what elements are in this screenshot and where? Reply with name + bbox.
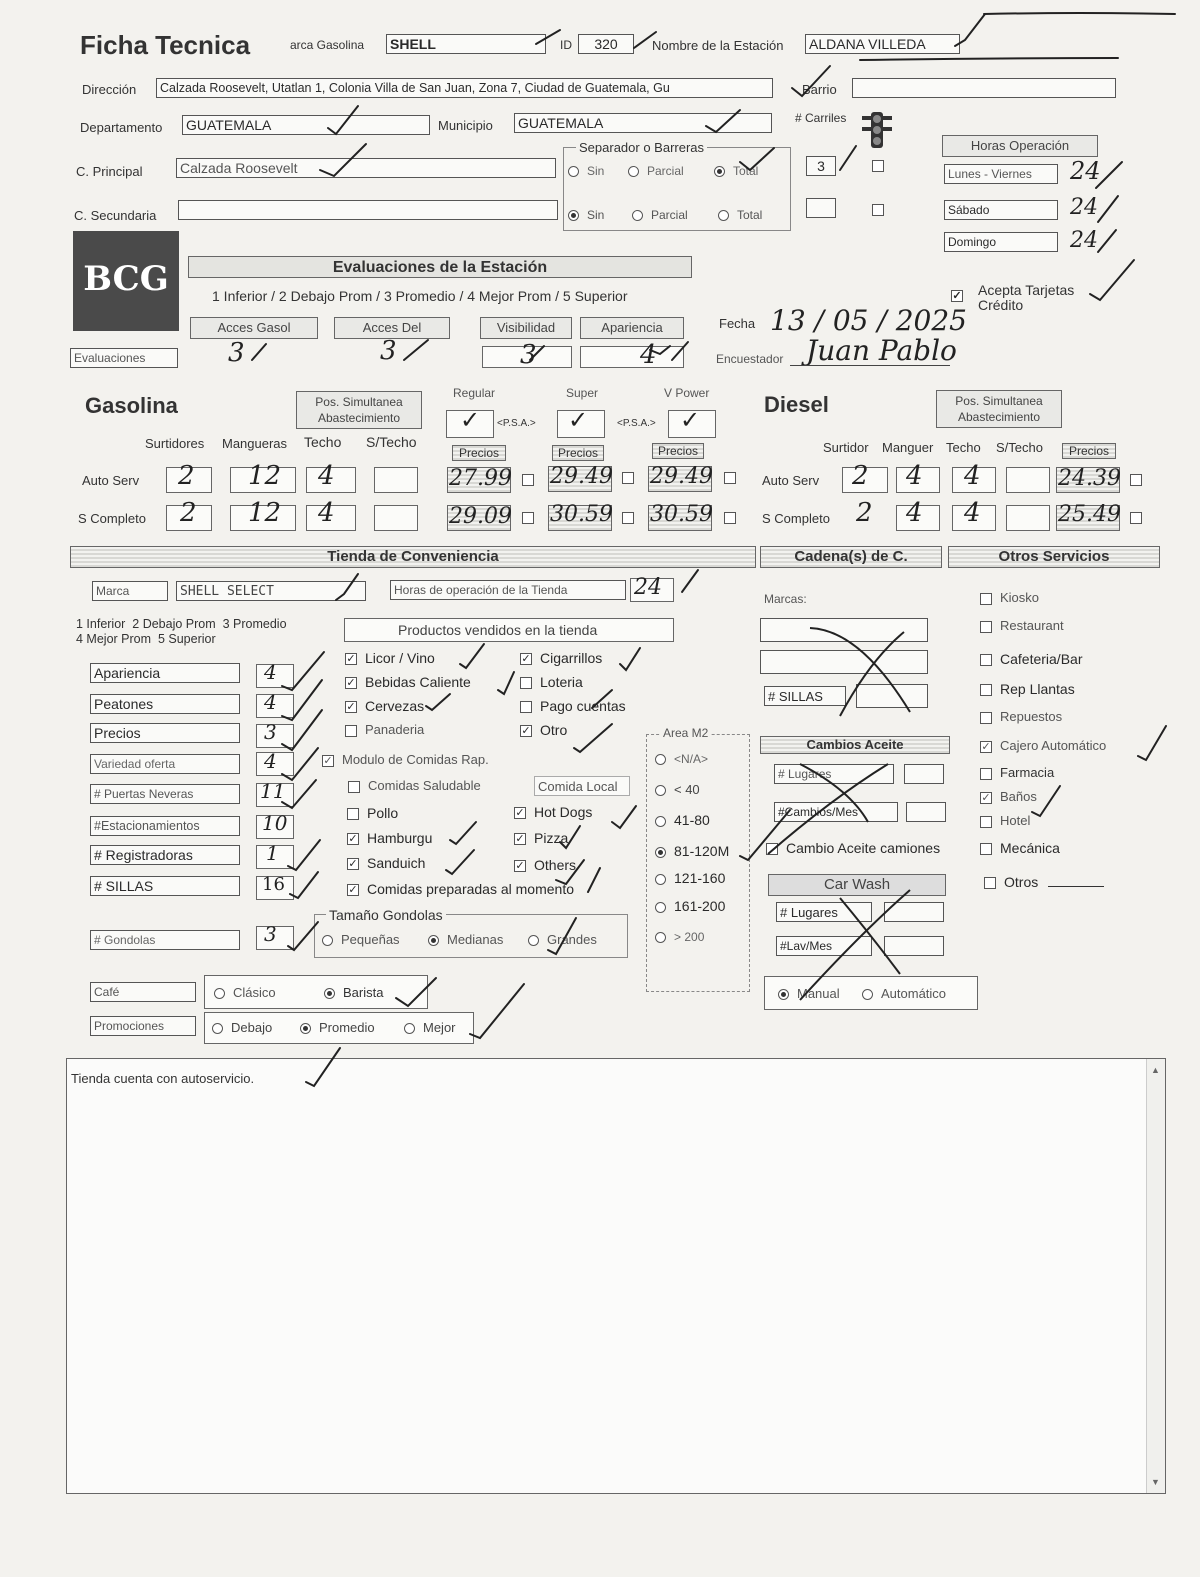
carriles-field-1[interactable]: 3 (806, 156, 836, 176)
notes-textarea[interactable] (66, 1058, 1166, 1494)
comida-others[interactable]: ✓ Others (515, 857, 577, 873)
gas-col-stecho: S/Techo (366, 434, 417, 450)
cambios-aceite-title: Cambios Aceite (760, 736, 950, 754)
gas-precios-3: Precios (652, 443, 704, 459)
encuestador-value[interactable]: Juan Pablo (806, 334, 957, 367)
promo-mejor[interactable]: Mejor (404, 1020, 456, 1035)
diesel-scompleto-checkbox[interactable] (1130, 512, 1142, 524)
gas-scompleto-p3[interactable]: 30.59 (650, 502, 713, 527)
eval-acces-gasol-value[interactable]: 3 (228, 338, 245, 368)
regular-label: Regular (453, 386, 496, 400)
acepta-tarjetas-checkbox[interactable]: ✓ (952, 290, 962, 302)
cadenas-title: Cadena(s) de C. (760, 546, 942, 568)
otros-title: Otros Servicios (948, 546, 1160, 568)
diesel-autoserv-stecho[interactable] (1006, 467, 1050, 493)
gas-col-surtidores: Surtidores (145, 436, 205, 451)
gas-scompleto-p1[interactable]: 29.09 (449, 504, 512, 529)
scroll-up-icon[interactable]: ▲ (1151, 1065, 1160, 1075)
csecundaria-field[interactable] (178, 200, 558, 220)
tienda-marca-label: Marca (92, 581, 168, 601)
horas-operacion-header: Horas Operación (942, 135, 1098, 157)
sep1-parcial-radio[interactable] (628, 166, 639, 177)
semaforo-checkbox-2[interactable] (872, 204, 884, 216)
direccion-field[interactable]: Calzada Roosevelt, Utatlan 1, Colonia Villa de San Juan, Zona 7, Ciudad de Guatemala, Gu (156, 78, 773, 98)
depto-label: Departamento (80, 120, 163, 135)
diesel-autoserv-techo[interactable]: 4 (964, 461, 981, 491)
eval-col-visibilidad: Visibilidad (480, 317, 572, 339)
otros-hotel[interactable]: Hotel (980, 813, 1030, 828)
cadenas-sillas-label: # SILLAS (764, 686, 846, 706)
diesel-autoserv-surtidor[interactable]: 2 (852, 461, 869, 491)
metric-sillas-label: # SILLAS (90, 876, 240, 896)
comidas-saludable[interactable]: Comidas Saludable (348, 778, 481, 793)
otros-mecanica[interactable]: Mecánica (980, 840, 1060, 856)
wash-automatico[interactable]: Automático (862, 986, 946, 1001)
cadenas-marcas-label: Marcas: (764, 592, 807, 606)
modulo-comidas[interactable]: ✓ Modulo de Comidas Rap. (323, 752, 489, 767)
gas-autoserv-p2[interactable]: 29.49 (550, 464, 613, 489)
gas-autoserv-p3[interactable]: 29.49 (650, 464, 713, 489)
gas-autoserv-surtidores[interactable]: 2 (178, 461, 195, 491)
scroll-down-icon[interactable]: ▼ (1151, 1477, 1160, 1487)
otros-cajero[interactable]: ✓ Cajero Automático (981, 738, 1107, 753)
csecundaria-label: C. Secundaria (74, 208, 157, 223)
evaluaciones-scale: 1 Inferior / 2 Debajo Prom / 3 Promedio / 4 Mejor Prom / 5 Superior (212, 288, 628, 304)
psa-label-1: <P.S.A.> (497, 418, 536, 429)
cambios-cross-out (760, 750, 900, 860)
area-121-160[interactable]: 121-160 (655, 870, 725, 886)
encuestador-label: Encuestador (716, 352, 784, 366)
eval-visibilidad-value[interactable]: 3 (520, 340, 537, 370)
gas-scompleto-p1-checkbox[interactable] (522, 512, 534, 524)
metric-puertas-label: # Puertas Neveras (90, 784, 240, 804)
diesel-title: Diesel (764, 392, 829, 417)
metric-registradoras-label: # Registradoras (90, 845, 240, 865)
prod-cigarrillos[interactable]: ✓ Cigarrillos (521, 650, 603, 666)
otros-repuestos[interactable]: Repuestos (980, 709, 1062, 724)
wash-manual[interactable]: Manual (778, 986, 840, 1001)
otros-rep-llantas[interactable]: Rep Llantas (980, 681, 1075, 697)
cambios-lugares-field[interactable] (904, 764, 944, 784)
tienda-scale: 1 Inferior 2 Debajo Prom 3 Promedio 4 Mejor Prom 5 Superior (76, 617, 287, 646)
barrio-field[interactable] (852, 78, 1116, 98)
fecha-label: Fecha (719, 316, 756, 331)
cprincipal-label: C. Principal (76, 164, 143, 179)
cambios-mes-field[interactable] (906, 802, 946, 822)
otros-banos[interactable]: ✓ Baños (981, 789, 1037, 804)
metric-sillas-value[interactable]: 16 (262, 874, 285, 895)
comida-pollo[interactable]: Pollo (347, 805, 398, 821)
tienda-horas-label: Horas de operación de la Tienda (390, 580, 626, 600)
separador-label: Separador o Barreras (576, 140, 707, 155)
area-group (646, 734, 750, 992)
gas-col-mangueras: Mangueras (222, 436, 288, 451)
gas-autoserv-p1-checkbox[interactable] (522, 474, 534, 486)
eval-col-acces-gasol: Acces Gasol (190, 317, 318, 339)
id-field[interactable]: 320 (578, 34, 634, 54)
gas-scompleto-p3-checkbox[interactable] (724, 512, 736, 524)
tamano-medianas[interactable]: Medianas (428, 932, 503, 947)
eval-col-acces-del: Acces Del (334, 317, 450, 339)
logo-text: BCG (83, 259, 169, 299)
notes-text: Tienda cuenta con autoservicio. (71, 1071, 255, 1086)
diesel-col-stecho: S/Techo (996, 440, 1043, 455)
gas-precios-2: Precios (552, 445, 604, 461)
diesel-scompleto-stecho[interactable] (1006, 505, 1050, 531)
area-41-80[interactable]: 41-80 (655, 812, 710, 828)
gas-pos-simultanea: Pos. Simultanea Abastecimiento (296, 391, 422, 429)
sep-opt-label: Total (733, 164, 759, 178)
sep-opt-label: Sin (587, 164, 605, 178)
comida-pizza[interactable]: ✓ Pizza (515, 830, 569, 846)
metric-precios-value[interactable]: 3 (264, 720, 277, 744)
sep2-sin-radio[interactable] (568, 210, 579, 221)
traffic-light-icon (862, 112, 892, 148)
nombre-label: Nombre de la Estación (652, 38, 784, 53)
prod-loteria[interactable]: Loteria (520, 674, 583, 690)
prod-pago-cuentas[interactable]: Pago cuentas (520, 698, 626, 714)
cadenas-cross-out (800, 620, 920, 720)
marca-label: arca Gasolina (290, 38, 365, 52)
tienda-horas-value[interactable]: 24 (634, 575, 662, 600)
eval-apariencia-value[interactable]: 4 (640, 340, 657, 370)
otros-kiosko[interactable]: Kiosko (980, 590, 1039, 605)
fecha-value[interactable]: 13 / 05 / 2025 (770, 304, 967, 337)
diesel-scompleto-precio[interactable]: 25.49 (1058, 502, 1121, 527)
page-title: Ficha Tecnica (80, 30, 251, 60)
tamano-label: Tamaño Gondolas (326, 907, 446, 923)
comida-hamburgu[interactable]: ✓ Hamburgu (348, 830, 433, 846)
cambio-aceite-camiones[interactable]: Cambio Aceite camiones (766, 840, 940, 856)
cambios-lugares-label: # Lugares (774, 764, 894, 784)
gas-scompleto-surtidores[interactable]: 2 (180, 498, 197, 528)
gas-scompleto-techo[interactable]: 4 (318, 498, 335, 528)
metric-registradoras-value[interactable]: 1 (266, 841, 279, 865)
sabado-value[interactable]: 24 (1070, 195, 1098, 220)
domingo-value[interactable]: 24 (1070, 228, 1098, 253)
gasolina-title: Gasolina (85, 393, 178, 418)
diesel-col-techo: Techo (946, 440, 981, 455)
comida-local[interactable]: Comida Local (534, 776, 630, 796)
diesel-autoserv-manguer[interactable]: 4 (906, 461, 923, 491)
notes-scrollbar[interactable] (1146, 1059, 1165, 1493)
vpower-label: V Power (664, 386, 710, 400)
gas-row-autoserv-label: Auto Serv (82, 473, 140, 488)
diesel-precios: Precios (1062, 443, 1116, 459)
prod-panaderia[interactable]: Panaderia (345, 722, 424, 737)
otros-cafeteria[interactable]: Cafeteria/Bar (980, 651, 1082, 667)
metric-puertas-value[interactable]: 11 (260, 779, 286, 803)
diesel-row-scompleto-label: S Completo (762, 511, 830, 526)
otros-otros[interactable]: Otros (984, 874, 1104, 890)
tienda-marca-field[interactable]: SHELL SELECT (176, 581, 366, 601)
diesel-scompleto-manguer[interactable]: 4 (906, 498, 923, 528)
carriles-label: # Carriles (795, 111, 847, 125)
prod-cervezas[interactable]: ✓ Cervezas (346, 698, 425, 714)
prod-otro[interactable]: ✓ Otro (521, 722, 568, 738)
carwash-cross-out (770, 884, 950, 1004)
domingo-label: Domingo (944, 232, 1058, 252)
sep-opt-label: Sin (587, 208, 605, 222)
evaluaciones-row-label: Evaluaciones (70, 348, 178, 368)
gas-autoserv-stecho[interactable] (374, 467, 418, 493)
tienda-title: Tienda de Conveniencia (70, 546, 756, 568)
car-wash-title: Car Wash (768, 874, 946, 896)
metric-variedad-value[interactable]: 4 (264, 749, 277, 773)
gas-scompleto-stecho[interactable] (374, 505, 418, 531)
sabado-label: Sábado (944, 200, 1058, 220)
metric-estacionamientos-label: #Estacionamientos (90, 816, 240, 836)
area-81-120[interactable]: 81-120M (655, 843, 729, 859)
area-161-200[interactable]: 161-200 (655, 898, 725, 914)
lunes-value[interactable]: 24 (1070, 157, 1101, 185)
gas-scompleto-mangueras[interactable]: 12 (248, 498, 282, 528)
metric-apariencia-label: Apariencia (90, 663, 240, 683)
comida-sanduich[interactable]: ✓ Sanduich (348, 855, 426, 871)
gas-scompleto-p2-checkbox[interactable] (622, 512, 634, 524)
nombre-field[interactable]: ALDANA VILLEDA (805, 34, 960, 54)
prod-licor[interactable]: ✓ Licor / Vino (346, 650, 435, 666)
area-na[interactable]: <N/A> (655, 752, 708, 766)
area-label: Area M2 (660, 726, 711, 740)
gas-autoserv-techo[interactable]: 4 (318, 461, 335, 491)
tamano-grandes[interactable]: Grandes (528, 932, 597, 947)
cafe-clasico[interactable]: Clásico (214, 985, 276, 1000)
area-40[interactable]: < 40 (655, 782, 700, 797)
otros-restaurant[interactable]: Restaurant (980, 618, 1064, 633)
gas-autoserv-p3-checkbox[interactable] (724, 472, 736, 484)
id-label: ID (560, 38, 572, 52)
barrio-label: Barrio (802, 82, 837, 97)
psa-label-2: <P.S.A.> (617, 418, 656, 429)
comida-preparadas[interactable]: ✓ Comidas preparadas al momento (348, 881, 574, 897)
eval-col-apariencia: Apariencia (580, 317, 684, 339)
promo-promedio[interactable]: Promedio (300, 1020, 375, 1035)
comida-hotdogs[interactable]: ✓ Hot Dogs (515, 804, 593, 820)
cambios-mes-label: #Cambios/Mes (774, 802, 898, 822)
metric-variedad-label: Variedad oferta (90, 754, 240, 774)
gas-precios-1: Precios (452, 445, 506, 461)
eval-acces-del-value[interactable]: 3 (380, 336, 397, 366)
cafe-label: Café (90, 982, 196, 1002)
municipio-label: Municipio (438, 118, 493, 133)
gas-autoserv-mangueras[interactable]: 12 (248, 461, 282, 491)
metric-peatones-label: Peatones (90, 694, 240, 714)
productos-title: Productos vendidos en la tienda (398, 622, 598, 638)
gas-autoserv-p1[interactable]: 27.99 (449, 466, 512, 491)
metric-estacionamientos-value[interactable]: 10 (262, 811, 288, 835)
diesel-autoserv-precio[interactable]: 24.39 (1058, 466, 1121, 491)
sep-opt-label: Parcial (651, 208, 688, 222)
evaluaciones-title: Evaluaciones de la Estación (188, 256, 692, 278)
metric-gondolas-value[interactable]: 3 (264, 922, 277, 946)
marca-field[interactable]: SHELL (386, 34, 546, 54)
semaforo-checkbox-1[interactable] (872, 160, 884, 172)
diesel-row-autoserv-label: Auto Serv (762, 473, 820, 488)
wash-lugares-label: # Lugares (776, 902, 872, 922)
promociones-label: Promociones (90, 1016, 196, 1036)
lunes-label: Lunes - Viernes (944, 164, 1058, 184)
cprincipal-field[interactable]: Calzada Roosevelt (176, 158, 556, 178)
metric-precios-label: Precios (90, 723, 240, 743)
metric-gondolas-label: # Gondolas (90, 930, 240, 950)
area-200[interactable]: > 200 (655, 930, 704, 944)
super-label: Super (566, 386, 599, 400)
metric-apariencia-value[interactable]: 4 (264, 660, 277, 684)
gas-autoserv-p2-checkbox[interactable] (622, 472, 634, 484)
diesel-col-manguer: Manguer (882, 440, 934, 455)
sep1-total-radio[interactable] (714, 166, 725, 177)
otros-farmacia[interactable]: Farmacia (980, 765, 1054, 780)
gas-col-techo: Techo (304, 434, 342, 450)
diesel-scompleto-techo[interactable]: 4 (964, 498, 981, 528)
sep2-parcial-radio[interactable] (632, 210, 643, 221)
gas-row-scompleto-label: S Completo (78, 511, 146, 526)
diesel-col-surtidor: Surtidor (823, 440, 869, 455)
cafe-barista[interactable]: Barista (324, 985, 383, 1000)
wash-lav-label: #Lav/Mes (776, 936, 872, 956)
diesel-scompleto-surtidor[interactable]: 2 (856, 498, 873, 528)
prod-bebidas[interactable]: ✓ Bebidas Caliente (346, 674, 471, 690)
depto-field[interactable]: GUATEMALA (182, 115, 430, 135)
bcg-logo (73, 231, 179, 331)
carriles-field-2[interactable] (806, 198, 836, 218)
promo-debajo[interactable]: Debajo (212, 1020, 272, 1035)
sep2-total-radio[interactable] (718, 210, 729, 221)
diesel-autoserv-checkbox[interactable] (1130, 474, 1142, 486)
metric-peatones-value[interactable]: 4 (264, 690, 277, 714)
gas-scompleto-p2[interactable]: 30.59 (550, 502, 613, 527)
acepta-tarjetas-label: Acepta Tarjetas Crédito (978, 282, 1075, 313)
sep-opt-label: Total (737, 208, 763, 222)
tamano-pequenas[interactable]: Pequeñas (322, 932, 400, 947)
direccion-label: Dirección (82, 82, 137, 97)
municipio-field[interactable]: GUATEMALA (514, 113, 772, 133)
sep-opt-label: Parcial (647, 164, 684, 178)
sep1-sin-radio[interactable] (568, 166, 579, 177)
diesel-pos-simultanea: Pos. Simultanea Abastecimiento (936, 390, 1062, 428)
